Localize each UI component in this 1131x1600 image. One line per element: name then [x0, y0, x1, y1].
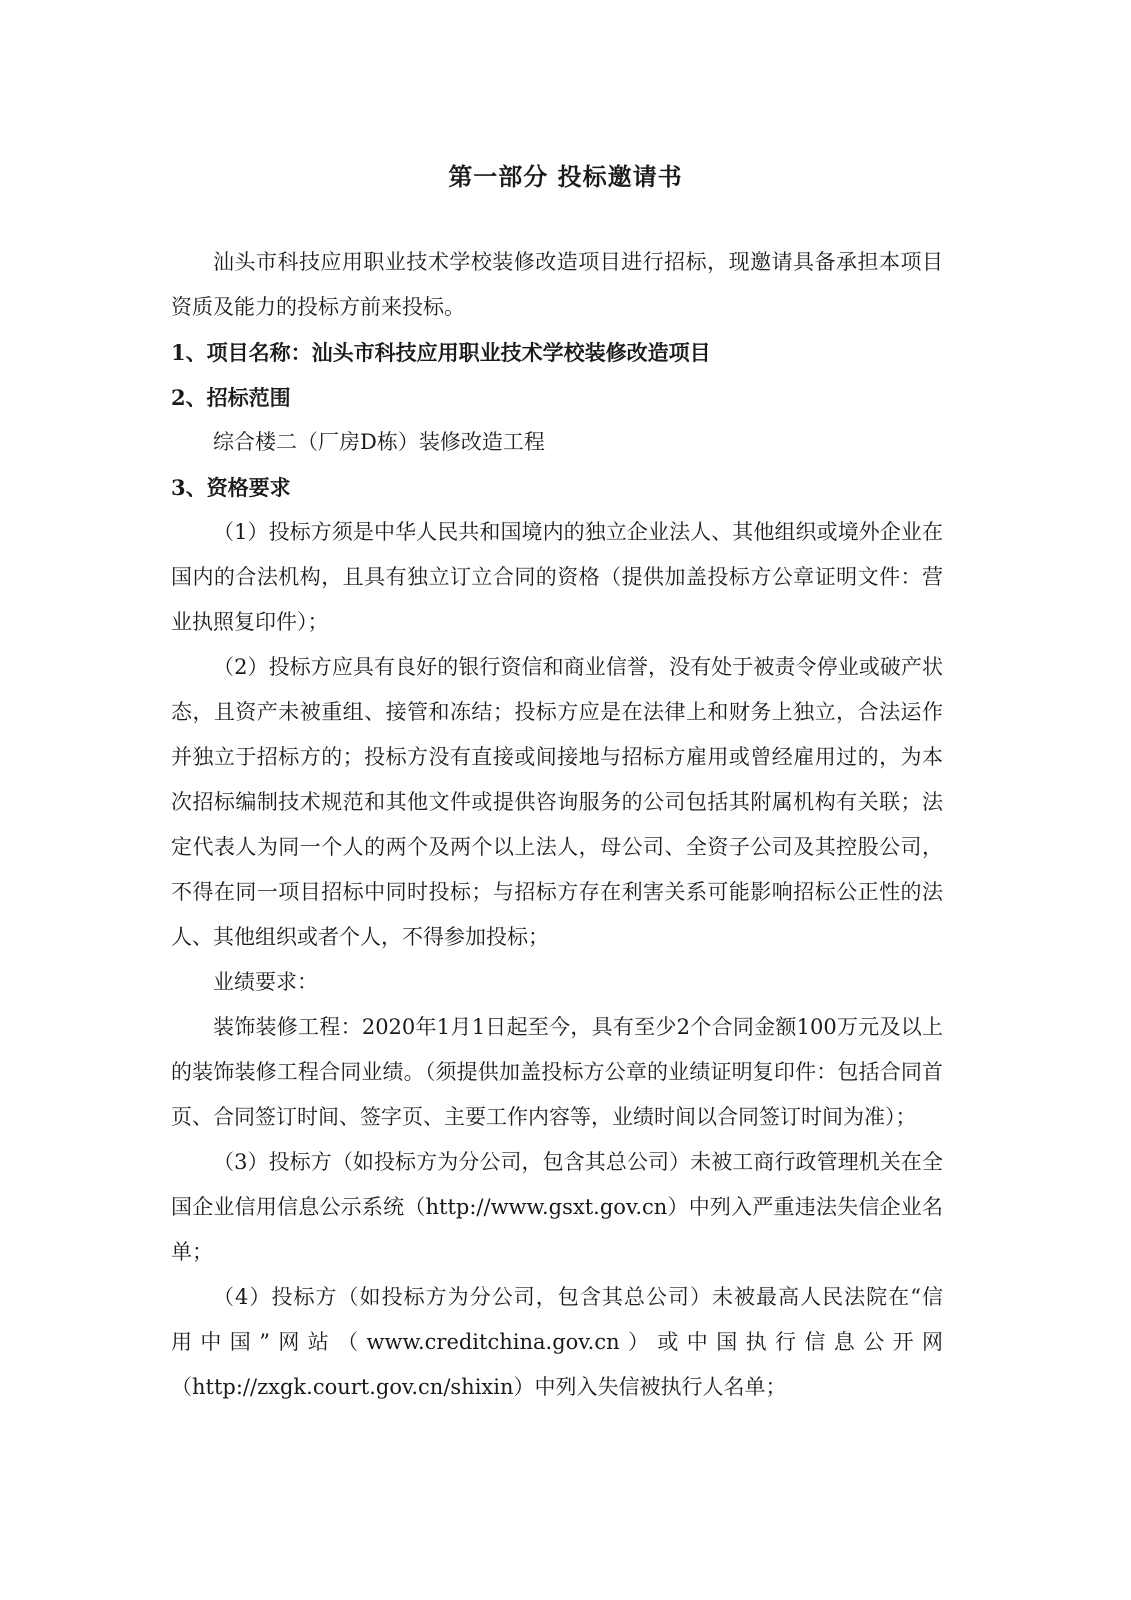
performance-label: 业绩要求：	[213, 970, 318, 994]
requirement-item-4-line-1: （4）投标方（如投标方为分公司，包含其总公司）未被最高人民法院在“信	[213, 1285, 943, 1309]
requirement-item-2: （2）投标方应具有良好的银行资信和商业信誉，没有处于被责令停业或破产状态，且资产未被重组、接管和冻结；投标方应是在法律上和财务上独立，合法运作并独立于招标方的；投标方没有直接或间接地与招标方雇用或曾经雇用过的，为本次招标编制技术规范和其他文件或提供咨询服务的公司包括其附属机构有关联；法定代表人为同一个人的两个及两个以上法人，母公司、全资子公司及其控股公司，不得在同一项目招标中同时投标；与招标方存在利害关系可能影响招标公正性的法人、其他组织或者个人，不得参加投标；	[171, 655, 943, 949]
requirement-item-4-line-2: 用中国”网站（www.creditchina.gov.cn）或中国执行信息公开网	[171, 1330, 943, 1354]
section-2-heading: 2、招标范围	[171, 385, 291, 410]
page-title: 第一部分 投标邀请书	[448, 162, 683, 191]
requirement-item-1: （1）投标方须是中华人民共和国境内的独立企业法人、其他组织或境外企业在国内的合法机构，且具有独立订立合同的资格（提供加盖投标方公章证明文件：营业执照复印件）；	[171, 520, 943, 634]
document-body	[171, 240, 943, 1410]
requirement-item-3: （3）投标方（如投标方为分公司，包含其总公司）未被工商行政管理机关在全国企业信用信息公示系统（http://www.gsxt.gov.cn）中列入严重违法失信企业名单；	[171, 1150, 943, 1264]
performance-text: 装饰装修工程：2020年1月1日起至今，具有至少2个合同金额100万元及以上的装饰装修工程合同业绩。（须提供加盖投标方公章的业绩证明复印件：包括合同首页、合同签订时间、签字页、主要工作内容等，业绩时间以合同签订时间为准）；	[171, 1015, 943, 1129]
section-1-heading: 1、项目名称：汕头市科技应用职业技术学校装修改造项目	[171, 340, 711, 365]
section-3-heading: 3、资格要求	[171, 475, 291, 500]
section-2-body: 综合楼二（厂房D栋）装修改造工程	[213, 430, 545, 454]
requirement-item-4-line-3: （http://zxgk.court.gov.cn/shixin）中列入失信被执行人名单；	[171, 1375, 787, 1399]
intro-paragraph: 汕头市科技应用职业技术学校装修改造项目进行招标，现邀请具备承担本项目资质及能力的投标方前来投标。	[171, 250, 943, 319]
